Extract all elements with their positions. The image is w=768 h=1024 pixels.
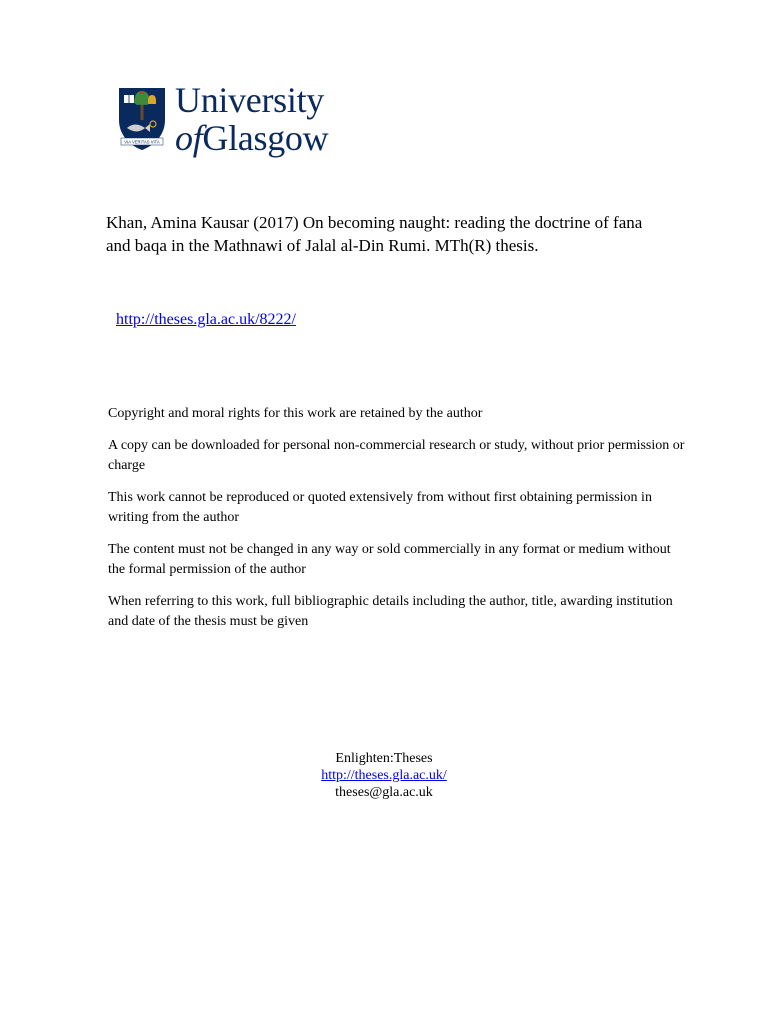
logo-glasgow: Glasgow — [202, 118, 329, 158]
repository-link[interactable]: http://theses.gla.ac.uk/ — [321, 768, 447, 783]
crest-motto: VIA VERITAS VITA — [124, 139, 160, 145]
university-crest-icon — [117, 86, 167, 152]
rights-referencing: When referring to this work, full bibliographic details including the author, title, awarding institution and date of the thesis must be given — [108, 594, 673, 629]
logo-of: of — [175, 118, 203, 158]
university-logo — [117, 82, 347, 162]
rights-download: A copy can be downloaded for personal non-commercial research or study, without prior permission or charge — [108, 438, 685, 473]
repository-footer — [234, 750, 534, 801]
rights-reproduction: This work cannot be reproduced or quoted extensively from without first obtaining permission in writing from the author — [108, 490, 652, 525]
thesis-record-link[interactable]: http://theses.gla.ac.uk/8222/ — [116, 311, 296, 328]
repository-name: Enlighten:Theses — [335, 751, 433, 766]
logo-university: University — [175, 80, 324, 120]
rights-copyright: Copyright and moral rights for this work are retained by the author — [108, 406, 483, 421]
logo-of-glasgow — [175, 120, 328, 156]
thesis-citation: Khan, Amina Kausar (2017) On becoming naught: reading the doctrine of fana and baqa in the Mathnawi of Jalal al-Din Rumi. MTh(R) thesis. — [106, 213, 643, 255]
repository-email[interactable]: theses@gla.ac.uk — [335, 785, 433, 800]
logo-wordmark — [175, 82, 328, 156]
rights-statements — [108, 404, 688, 644]
rights-modification: The content must not be changed in any way or sold commercially in any format or medium without the formal permission of the author — [108, 542, 671, 577]
